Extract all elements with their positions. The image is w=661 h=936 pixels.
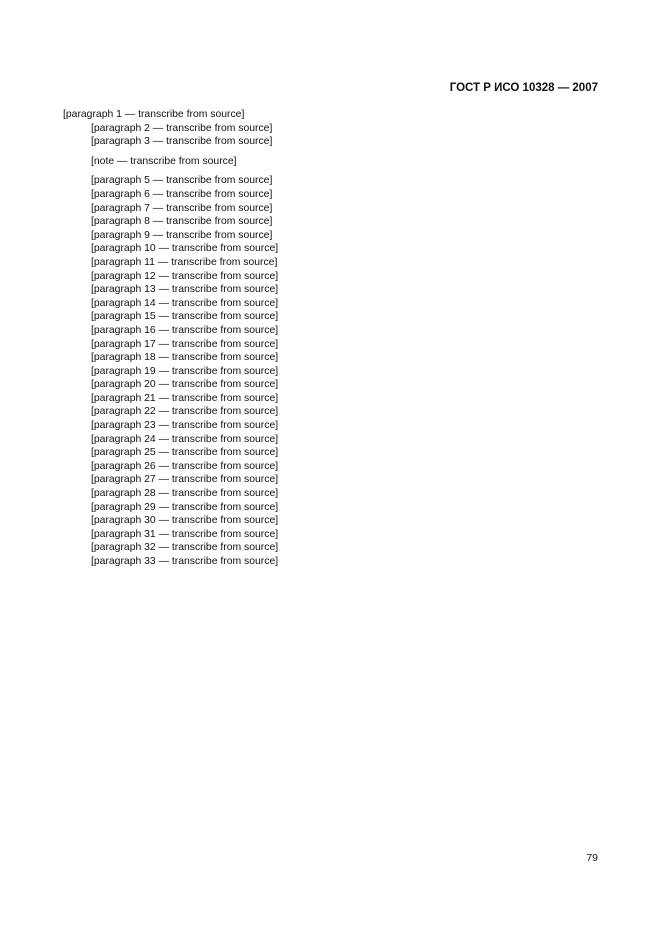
- paragraph: [paragraph 25 — transcribe from source]: [91, 447, 279, 459]
- paragraph: [paragraph 13 — transcribe from source]: [91, 284, 279, 296]
- paragraph: [paragraph 33 — transcribe from source]: [91, 556, 279, 567]
- page-number: 79: [586, 852, 598, 864]
- paragraph: [paragraph 11 — transcribe from source]: [91, 256, 278, 268]
- paragraph: [paragraph 19 — transcribe from source]: [91, 365, 279, 377]
- paragraph: [paragraph 5 — transcribe from source]: [91, 175, 273, 187]
- paragraph: [paragraph 16 — transcribe from source]: [91, 324, 279, 336]
- paragraph: [paragraph 28 — transcribe from source]: [91, 488, 279, 500]
- paragraph: [paragraph 30 — transcribe from source]: [91, 515, 279, 527]
- paragraph: [paragraph 2 — transcribe from source]: [91, 122, 273, 134]
- page-header: ГОСТ Р ИСО 10328 — 2007: [449, 82, 598, 94]
- paragraph: [paragraph 23 — transcribe from source]: [91, 420, 279, 432]
- paragraph: [paragraph 1 — transcribe from source]: [63, 109, 245, 120]
- paragraph: [paragraph 24 — transcribe from source]: [91, 433, 279, 445]
- paragraph: [paragraph 12 — transcribe from source]: [91, 270, 279, 282]
- paragraph: [paragraph 3 — transcribe from source]: [91, 136, 273, 148]
- paragraph: [paragraph 7 — transcribe from source]: [91, 202, 273, 214]
- paragraph: [paragraph 20 — transcribe from source]: [91, 379, 279, 391]
- paragraph: [paragraph 21 — transcribe from source]: [91, 392, 279, 404]
- paragraph: [paragraph 8 — transcribe from source]: [91, 216, 273, 228]
- paragraph: [paragraph 27 — transcribe from source]: [91, 474, 279, 486]
- paragraph: [paragraph 31 — transcribe from source]: [91, 528, 279, 540]
- document-body: [63, 108, 598, 569]
- paragraph: [paragraph 14 — transcribe from source]: [91, 297, 279, 309]
- paragraph: [paragraph 15 — transcribe from source]: [91, 311, 279, 323]
- paragraph: [note — transcribe from source]: [91, 155, 237, 167]
- paragraph: [paragraph 32 — transcribe from source]: [91, 542, 279, 554]
- paragraph: [paragraph 26 — transcribe from source]: [91, 460, 279, 472]
- paragraph: [paragraph 18 — transcribe from source]: [91, 352, 279, 364]
- paragraph: [paragraph 29 — transcribe from source]: [91, 501, 279, 513]
- paragraph: [paragraph 6 — transcribe from source]: [91, 188, 273, 200]
- paragraph: [paragraph 17 — transcribe from source]: [91, 338, 279, 350]
- paragraph: [paragraph 22 — transcribe from source]: [91, 406, 279, 418]
- paragraph: [paragraph 10 — transcribe from source]: [91, 243, 279, 255]
- paragraph: [paragraph 9 — transcribe from source]: [91, 229, 273, 241]
